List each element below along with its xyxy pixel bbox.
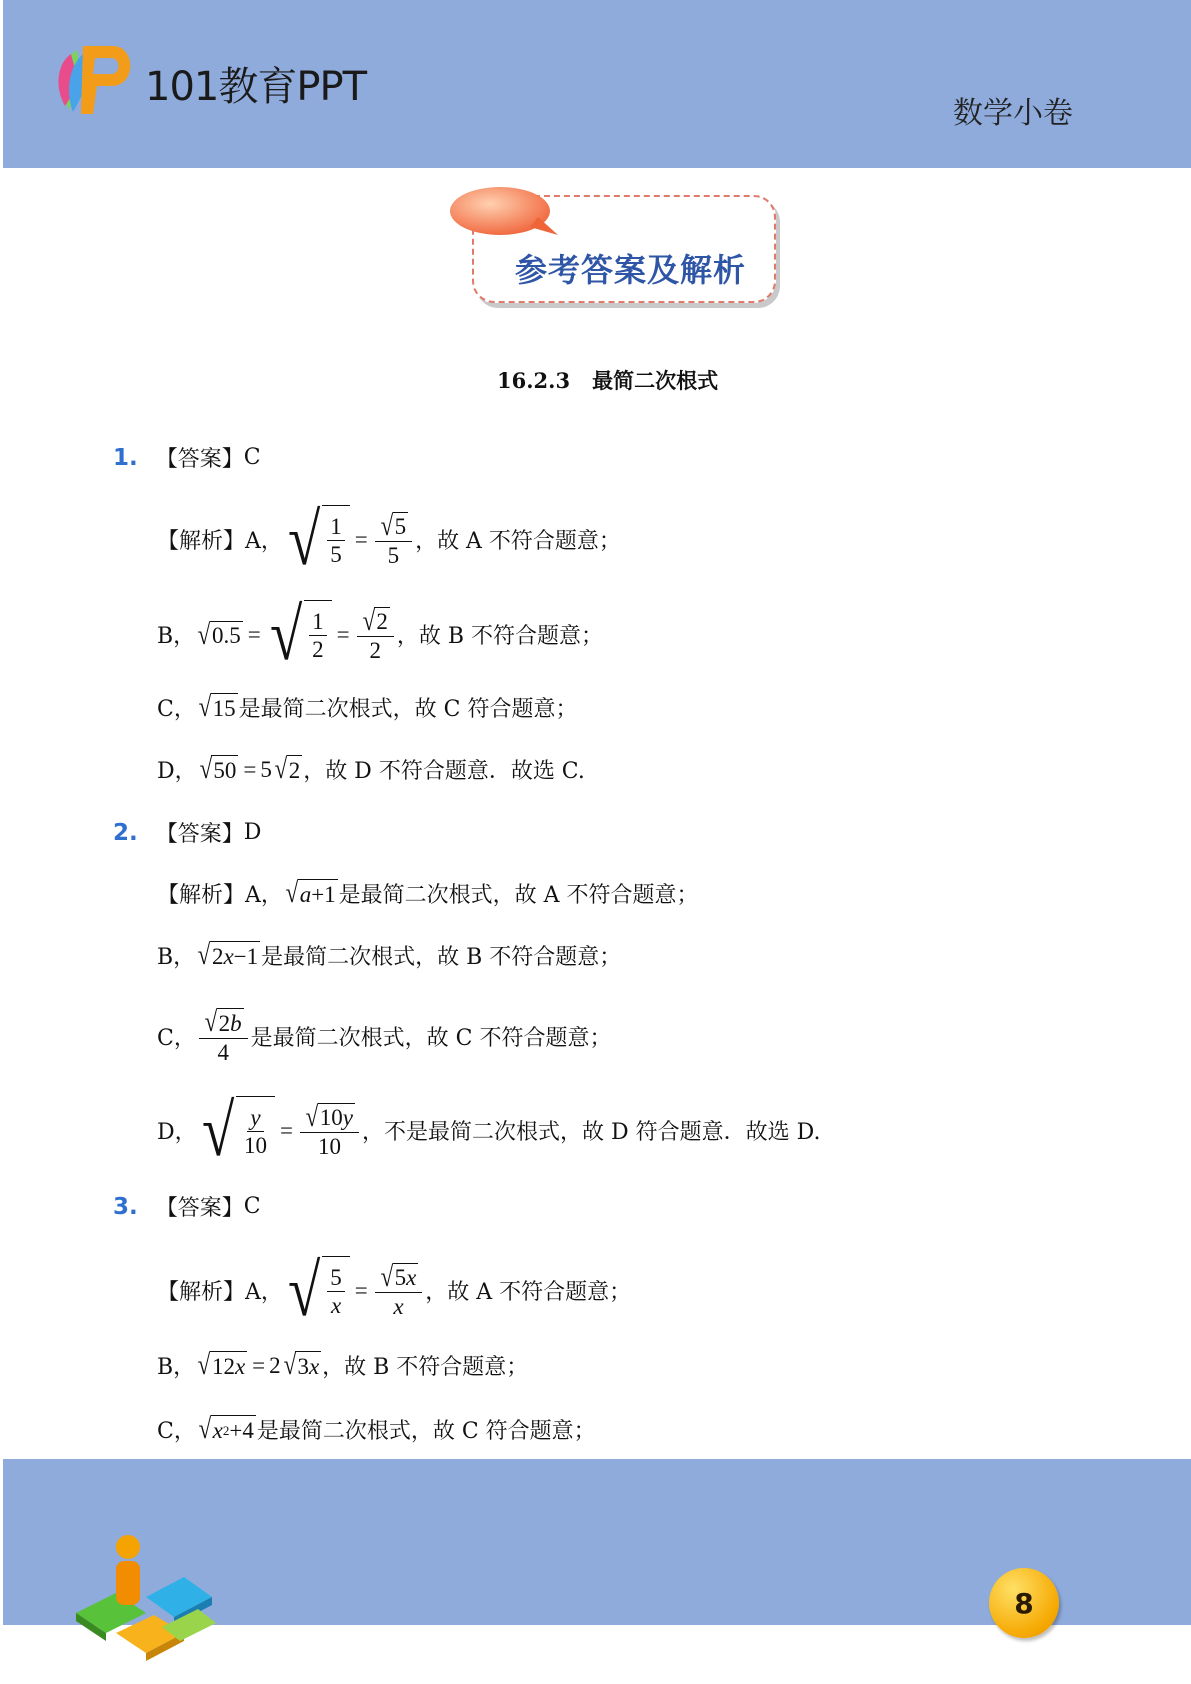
math-fragment [236,1096,275,1166]
radical [379,1260,419,1293]
math-fragment: 2 [287,755,303,784]
q3-item-b [157,1350,528,1381]
fraction [199,1008,248,1065]
radical [196,941,260,970]
math-fragment: x [406,1265,417,1291]
question-number: 1. [113,444,138,471]
math-fragment: 2 [369,638,381,664]
math-fragment: 5 [387,543,400,569]
radical [282,1351,322,1380]
q2-item-a [157,878,699,909]
math-fragment: ，故 D 不符合题意．故选 C. [303,759,585,784]
math-fragment: 10 [318,1134,342,1160]
fraction [327,1265,345,1319]
math-fragment: 是最简二次根式，故 A 不符合题意； [338,883,699,908]
math-fragment [217,1008,244,1037]
math-fragment: 5 [330,542,342,568]
math-fragment: x [330,1293,342,1319]
math-fragment: = [336,621,350,647]
section-name: 最简二次根式 [592,368,719,393]
fraction [327,514,345,568]
math-fragment: 是最简二次根式，故 C 符合题意； [256,1419,596,1444]
math-fragment: 【解析】 [157,1280,246,1306]
math-fragment: B， [157,945,196,970]
math-fragment [210,1351,247,1380]
radical-sign: √ [287,1249,321,1331]
document-type: 数学小卷 [953,96,1073,131]
math-fragment: 4 [217,1040,229,1066]
math-fragment: 3 [297,1353,309,1379]
section-number: 16.2.3 [497,368,571,393]
question-2-answer [113,817,261,848]
item-text: ，故 A 不符合题意； [415,529,621,555]
learning-blocks-icon [66,1535,216,1665]
radical-sign: √ [198,1413,212,1446]
math-fragment: D， [157,1120,197,1146]
radical [284,879,338,908]
radical-sign: √ [199,753,212,786]
q2-item-d [157,1089,821,1171]
math-fragment: ，故 A 不符合题意； [425,1280,632,1306]
math-fragment [318,1103,355,1132]
radical [284,498,350,580]
radical-sign: √ [198,691,212,724]
fraction [309,609,327,663]
math-fragment: 2 [269,1352,281,1378]
question-3-answer [113,1191,261,1222]
q2-item-b [157,940,621,971]
question-number: 2. [113,819,138,846]
math-fragment: 2 [211,943,224,969]
q1-item-c [157,692,577,723]
math-fragment [375,511,412,542]
math-fragment: 【解析】 [157,883,246,908]
q3-item-c [157,1414,596,1445]
radical [196,1351,247,1380]
radical-sign: √ [197,1349,211,1382]
math-fragment: 5 [394,1265,407,1291]
math-fragment: 50 [211,755,238,784]
math-fragment: x [234,1353,246,1379]
math-fragment: A， [245,883,283,908]
math-fragment: 15 [211,693,238,722]
math-fragment [210,941,260,970]
math-fragment: 2 [374,607,390,636]
math-fragment: x [223,943,234,969]
math-fragment: ，故 B 不符合题意； [396,624,603,650]
fraction [300,1102,359,1159]
radical [273,755,302,784]
answer-label: 【答案】 [155,447,244,472]
math-fragment [322,505,350,575]
math-fragment [300,1102,359,1133]
math-fragment: 2 [312,637,324,663]
math-fragment: = [247,621,261,647]
option-label: A， [245,529,283,555]
fraction [241,1105,270,1159]
math-fragment: −1 [233,943,259,969]
math-fragment [211,1415,256,1444]
page-number-badge: 8 [989,1568,1059,1638]
radical [196,618,243,651]
radical-sign: √ [285,877,299,910]
speech-bubble-icon [448,183,568,247]
radical-sign: √ [201,1089,234,1171]
radical [198,755,239,784]
math-fragment: D， [157,759,197,784]
section-title [497,365,718,395]
radical [197,693,238,722]
q1-item-d [157,754,585,785]
fraction [357,606,394,663]
radical-sign: √ [287,498,321,580]
math-fragment: A， [245,1280,283,1306]
math-fragment: 5 [327,1265,345,1292]
radical [304,1100,355,1133]
radical-sign: √ [380,1260,393,1293]
math-fragment: 0.5 [210,621,243,650]
math-fragment: = [354,1277,368,1303]
question-1-answer [113,442,261,473]
q1-item-b [157,593,603,675]
analysis-label: 【解析】 [157,529,246,555]
math-fragment: 是最简二次根式，故 B 不符合题意； [261,945,622,970]
radical [203,1008,244,1037]
math-fragment: 2 [222,1422,230,1438]
answer-value: C [243,445,261,470]
q3-item-a [157,1249,632,1331]
math-fragment: a [299,881,312,907]
math-fragment: x [308,1353,320,1379]
math-fragment [199,1008,248,1039]
radical-sign: √ [380,509,393,542]
math-fragment: 2 [218,1011,231,1037]
radical-sign: √ [197,618,211,651]
banner-title: 参考答案及解析 [515,251,747,289]
radical-sign: √ [283,1349,296,1382]
math-fragment: C， [157,697,196,722]
answer-value: D [243,820,262,845]
math-fragment: 是最简二次根式，故 C 不符合题意； [250,1026,612,1052]
math-fragment: +4 [229,1417,254,1443]
radical [198,1089,275,1171]
radical [266,593,332,675]
math-fragment: 1 [327,514,345,541]
math-fragment [295,1351,321,1380]
math-fragment [298,879,338,908]
math-fragment [322,1256,350,1326]
math-fragment: x [393,1294,404,1320]
math-fragment: y [342,1105,354,1131]
math-fragment: y [247,1105,263,1132]
math-fragment: 是最简二次根式，故 C 符合题意； [238,697,578,722]
radical [197,1415,256,1444]
fraction [375,511,412,568]
radical [284,1249,350,1331]
brand-name: 101教育PPT [145,64,367,110]
math-fragment: 10 [319,1105,343,1131]
radical [379,509,408,542]
math-fragment: C， [157,1026,196,1052]
math-fragment: 【答案】 [155,822,244,847]
math-fragment: +1 [311,881,336,907]
math-fragment: 10 [244,1133,268,1159]
math-fragment [393,1263,419,1292]
math-fragment: 【答案】 [155,1196,244,1221]
answer-value: C [243,1194,261,1219]
radical-sign: √ [362,604,375,637]
math-fragment: B， [157,624,196,650]
math-fragment [304,600,332,670]
radical-sign: √ [269,593,303,675]
math-fragment: 5 [260,756,272,782]
radical [361,604,390,637]
math-fragment: = [252,1352,266,1378]
math-fragment: b [230,1011,242,1037]
radical-sign: √ [204,1006,218,1039]
math-fragment: 12 [211,1353,235,1379]
math-fragment: ，故 B 不符合题意； [322,1355,529,1380]
math-fragment: 1 [309,609,327,636]
math-fragment: B， [157,1355,196,1380]
math-fragment: = [243,756,257,782]
math-fragment: ，不是最简二次根式，故 D 符合题意．故选 D. [362,1120,821,1146]
fraction [375,1262,423,1319]
radical-sign: √ [274,753,288,786]
math-fragment: C， [157,1419,196,1444]
math-fragment [357,606,394,637]
q2-item-c [157,1008,611,1065]
math-fragment [375,1262,423,1293]
math-fragment: = [354,526,368,552]
q1-item-a [157,498,621,580]
math-fragment: 5 [393,512,409,541]
brand-logo-icon [55,40,135,116]
math-fragment: x [212,1417,223,1443]
question-number: 3. [113,1193,138,1220]
radical-sign: √ [305,1100,319,1133]
radical-sign: √ [197,939,211,972]
math-fragment: = [280,1117,294,1143]
